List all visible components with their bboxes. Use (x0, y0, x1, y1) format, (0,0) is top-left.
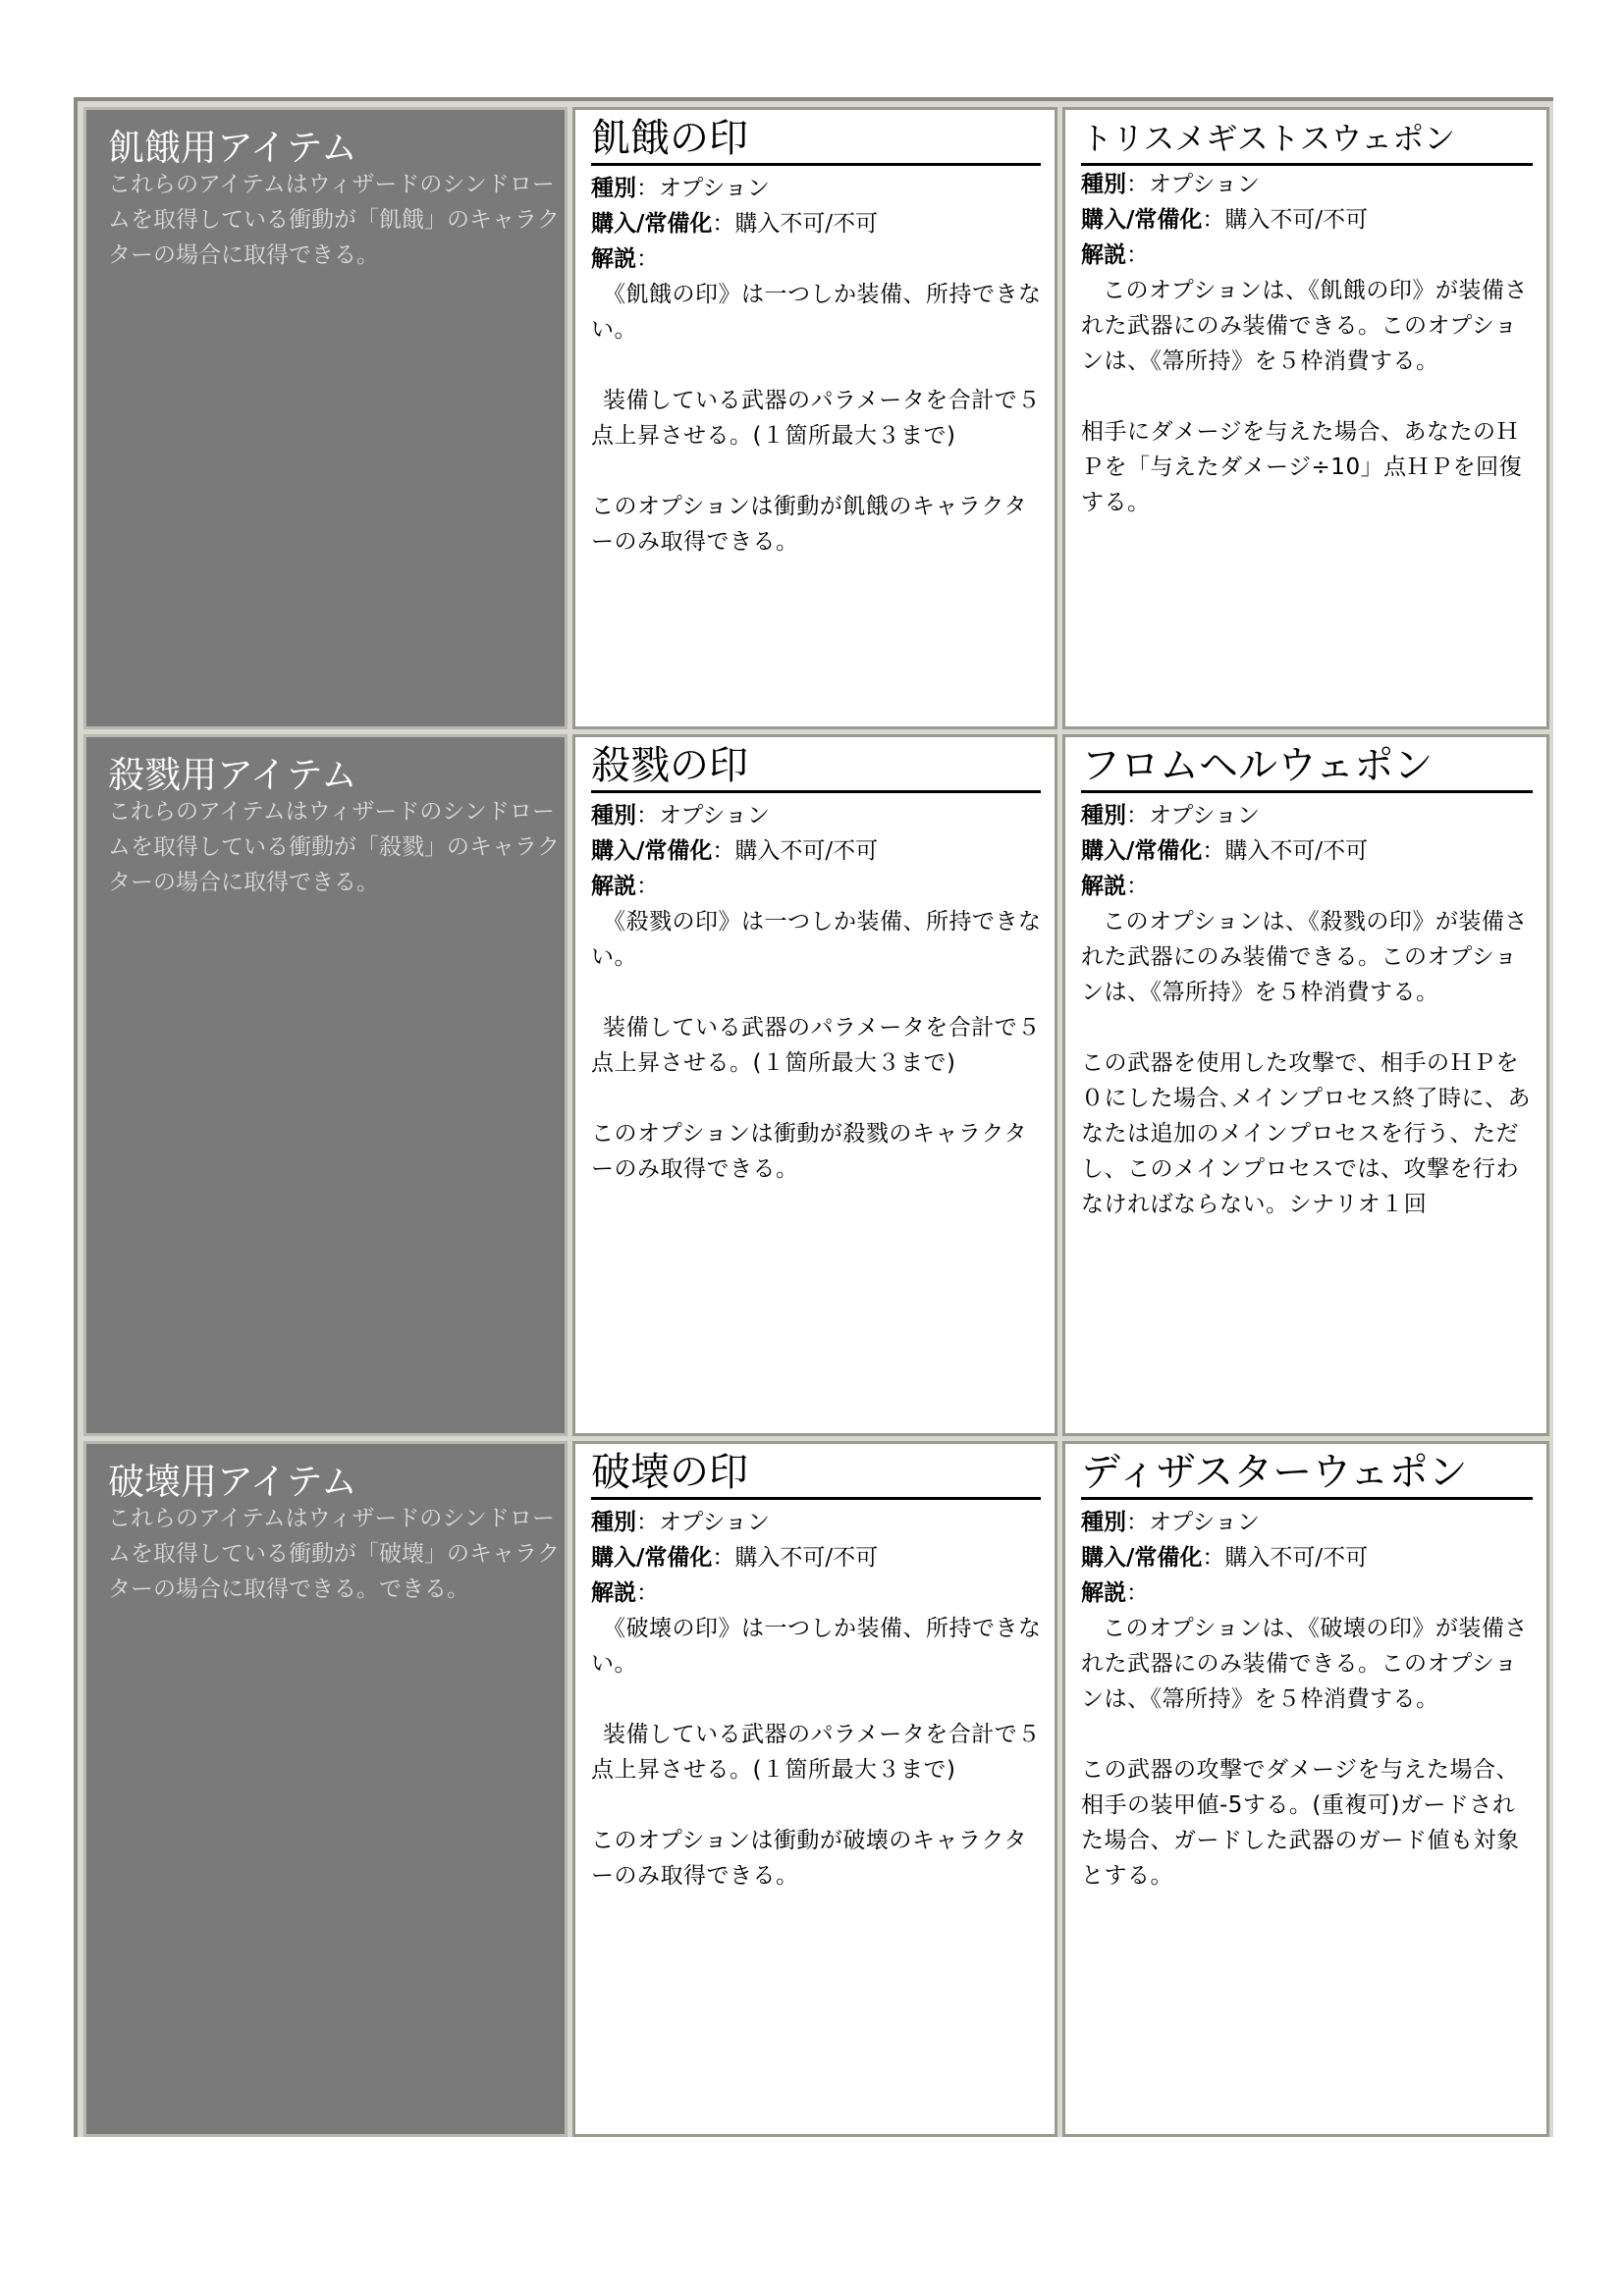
category-cell-slaughter (83, 734, 568, 1436)
explain-line (1081, 869, 1537, 904)
description-paragraph: 《殺戮の印》は一つしか装備、所持できない。 (591, 909, 1042, 970)
description-paragraph: このオプションは衝動が破壊のキャラクターのみ取得できる。 (591, 1828, 1027, 1889)
description-paragraph: 装備している武器のパラメータを合計で５点上昇させる。(１箇所最大３まで) (591, 1722, 1041, 1783)
purchase-line (1081, 833, 1537, 869)
explain-value: ： (636, 874, 659, 899)
item-title: トリスメギストスウェポン (1081, 114, 1533, 166)
purchase-label: 購入/常備化 (591, 838, 713, 864)
description-paragraph: 《飢餓の印》は一つしか装備、所持できない。 (591, 282, 1042, 343)
category-title: 殺戮用アイテム (108, 754, 357, 796)
explain-value: ： (1126, 242, 1149, 268)
type-value: ：オプション (636, 1510, 770, 1535)
description-paragraph: 《破壊の印》は一つしか装備、所持できない。 (591, 1616, 1042, 1677)
item-title: 殺戮の印 (591, 741, 1041, 793)
explain-label: 解説 (1081, 874, 1126, 899)
explain-line (591, 241, 1045, 277)
purchase-label: 購入/常備化 (1081, 838, 1203, 864)
type-label: 種別 (591, 803, 636, 828)
description-paragraph: この武器の攻撃でダメージを与えた場合、相手の装甲値-5する。(重複可)ガードされた場合、ガードした武器のガード値も対象とする。 (1081, 1757, 1520, 1889)
item-title: 破壊の印 (591, 1448, 1041, 1500)
purchase-label: 購入/常備化 (591, 1545, 713, 1571)
type-line (1081, 167, 1537, 202)
description-paragraph: 装備している武器のパラメータを合計で５点上昇させる。(１箇所最大３まで) (591, 388, 1041, 449)
type-value: ：オプション (1126, 172, 1260, 197)
item-cell-hunger-weapon (1062, 107, 1549, 729)
explain-line (591, 1575, 1045, 1611)
type-line (591, 171, 1045, 206)
purchase-line (591, 1540, 1045, 1575)
item-body (591, 171, 1045, 560)
type-label: 種別 (1081, 803, 1126, 828)
purchase-value: ：購入不可/不可 (1202, 1545, 1369, 1571)
purchase-label: 購入/常備化 (591, 211, 713, 237)
purchase-value: ：購入不可/不可 (1202, 838, 1369, 864)
description-paragraph: 相手にダメージを与えた場合、あなたのＨＰを「与えたダメージ÷10」点ＨＰを回復する。 (1081, 419, 1523, 515)
type-line (1081, 1505, 1537, 1540)
item-cell-slaughter-weapon (1062, 734, 1549, 1436)
item-cell-slaughter-seal (572, 734, 1057, 1436)
type-label: 種別 (591, 176, 636, 201)
category-description: これらのアイテムはウィザードのシンドロームを取得している衝動が「破壊」のキャラクターの場合に取得できる。できる。 (108, 1506, 560, 1602)
description-paragraph: このオプションは、《飢餓の印》が装備された武器にのみ装備できる。このオプションは、《箒所持》を５枠消費する。 (1081, 278, 1528, 374)
item-cell-destruction-weapon (1062, 1441, 1549, 2137)
category-cell-destruction (83, 1441, 568, 2137)
purchase-line (591, 206, 1045, 241)
explain-value: ： (1126, 874, 1149, 899)
category-cell-hunger (83, 107, 568, 729)
explain-line (1081, 238, 1537, 273)
explain-value: ： (1126, 1580, 1149, 1606)
purchase-line (591, 833, 1045, 869)
category-description: これらのアイテムはウィザードのシンドロームを取得している衝動が「殺戮」のキャラクターの場合に取得できる。 (108, 799, 560, 895)
type-label: 種別 (1081, 172, 1126, 197)
item-title: フロムヘルウェポン (1081, 741, 1533, 793)
item-body (1081, 167, 1537, 520)
type-value: ：オプション (1126, 803, 1260, 828)
type-value: ：オプション (636, 803, 770, 828)
purchase-value: ：購入不可/不可 (712, 838, 879, 864)
explain-label: 解説 (591, 874, 636, 899)
description-paragraph: このオプションは衝動が殺戮のキャラクターのみ取得できる。 (591, 1121, 1027, 1182)
purchase-value: ：購入不可/不可 (1202, 207, 1369, 233)
type-line (591, 1505, 1045, 1540)
explain-line (1081, 1575, 1537, 1611)
purchase-label: 購入/常備化 (1081, 207, 1203, 233)
item-title: ディザスターウェポン (1081, 1448, 1533, 1500)
purchase-line (1081, 1540, 1537, 1575)
purchase-line (1081, 202, 1537, 238)
description-paragraph: このオプションは、《破壊の印》が装備された武器にのみ装備できる。このオプションは、《箒所持》を５枠消費する。 (1081, 1616, 1528, 1712)
description-paragraph: この武器を使用した攻撃で、相手のＨＰを０にした場合､メインプロセス終了時に、あなたは追加のメインプロセスを行う、ただし、このメインプロセスでは、攻撃を行わなければならない。シナリオ１回 (1081, 1050, 1532, 1217)
purchase-value: ：購入不可/不可 (712, 211, 879, 237)
item-body (1081, 798, 1537, 1222)
type-value: ：オプション (636, 176, 770, 201)
explain-label: 解説 (1081, 242, 1126, 268)
category-title: 破壊用アイテム (108, 1461, 357, 1503)
description-paragraph: このオプションは衝動が飢餓のキャラクターのみ取得できる。 (591, 494, 1027, 555)
type-value: ：オプション (1126, 1510, 1260, 1535)
item-cell-destruction-seal (572, 1441, 1057, 2137)
type-label: 種別 (591, 1510, 636, 1535)
type-line (1081, 798, 1537, 833)
explain-line (591, 869, 1045, 904)
item-body (591, 1505, 1045, 1894)
explain-label: 解説 (591, 1580, 636, 1606)
item-body (1081, 1505, 1537, 1894)
purchase-value: ：購入不可/不可 (712, 1545, 879, 1571)
item-cell-hunger-seal (572, 107, 1057, 729)
explain-value: ： (636, 246, 659, 272)
explain-value: ： (636, 1580, 659, 1606)
category-description: これらのアイテムはウィザードのシンドロームを取得している衝動が「飢餓」のキャラクターの場合に取得できる。 (108, 172, 560, 268)
explain-label: 解説 (1081, 1580, 1126, 1606)
item-title: 飢餓の印 (591, 114, 1041, 166)
item-table (74, 97, 1553, 2137)
category-title: 飢餓用アイテム (108, 127, 357, 169)
type-line (591, 798, 1045, 833)
purchase-label: 購入/常備化 (1081, 1545, 1203, 1571)
explain-label: 解説 (591, 246, 636, 272)
item-body (591, 798, 1045, 1187)
description-paragraph: 装備している武器のパラメータを合計で５点上昇させる。(１箇所最大３まで) (591, 1015, 1041, 1076)
type-label: 種別 (1081, 1510, 1126, 1535)
description-paragraph: このオプションは、《殺戮の印》が装備された武器にのみ装備できる。このオプションは、《箒所持》を５枠消費する。 (1081, 909, 1528, 1005)
